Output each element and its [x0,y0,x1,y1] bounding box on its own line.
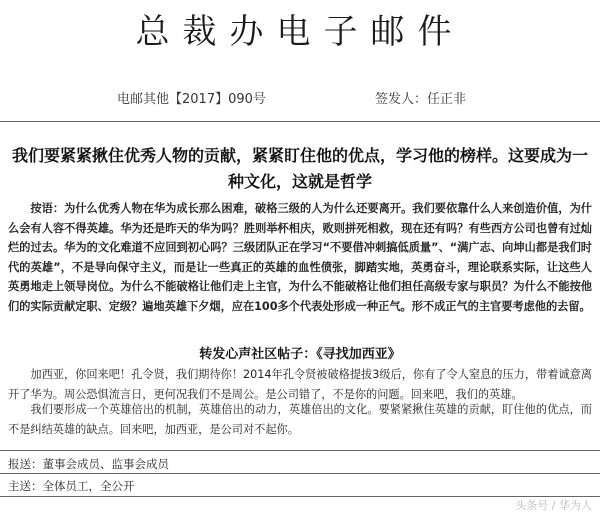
issuer: 签发人：任正非 [375,92,467,107]
report-to: 报送：董事会成员、监事会成员 [8,457,169,471]
send-to: 主送：全体员工，全公开 [8,479,135,493]
headline: 我们要紧紧揪住优秀人物的贡献，紧紧盯住他的优点，学习他的榜样。这要成为一种文化，这就是哲学 [11,146,588,191]
watermark: 头条号 / 华为人 [515,499,592,512]
divider-footer-top [0,450,600,451]
paragraph-2: 我们要形成一个英雄倍出的机制，英雄倍出的动力，英雄倍出的文化。要紧紧揪住英雄的贡献，盯住他的优点，而不是纠结英雄的缺点。回来吧，加西亚，是公司对不起你。 [8,403,592,436]
divider-footer-bottom [0,496,600,497]
editor-note: 按语：为什么优秀人物在华为成长那么困难，破格三级的人为什么还要离开。我们要依靠什么人来创造价值，为什么会有人容不得英雄。华为还是昨天的华为吗？胜则举杯相庆，败则拼死相救，现在还有吗？有些西方公司也曾有过灿烂的过去。华为的文化难道不应回到初心吗？三级团队正在学习“不要借冲刺搞低质量”、“满广志、向坤山都是我们时代的英雄”，不是导向保守主义，而是让一些真正的英雄的血性偾张，脚踏实地，英勇奋斗，理论联系实际，让这些人英勇地走上领导岗位。为什么不能破格让他们走上主官，为什么不能破格让他们担任高级专家与职员？为什么不能按他们的实际贡献定职、定级？遍地英雄下夕烟，应在100多个代表处形成一种正气。形不成正气的主官要考虑他的去留。 [8,202,592,313]
paragraph-1: 加西亚，你回来吧！孔令贤，我们期待你！2014年孔令贤被破格提拔3级后，你有了令人窒息的压力，带着诚意离开了华为。周公恐惧流言日，更何况我们不是周公。是公司错了，不是你的问题。回来吧，我们的英雄。 [8,368,592,401]
doc-number: 电邮其他【2017】090号 [117,92,266,107]
subheading: 转发心声社区帖子：《寻找加西亚》 [199,347,401,362]
divider-top [0,121,600,122]
divider-footer-mid [0,473,600,474]
email-title: 总裁办电子邮件 [135,12,465,52]
